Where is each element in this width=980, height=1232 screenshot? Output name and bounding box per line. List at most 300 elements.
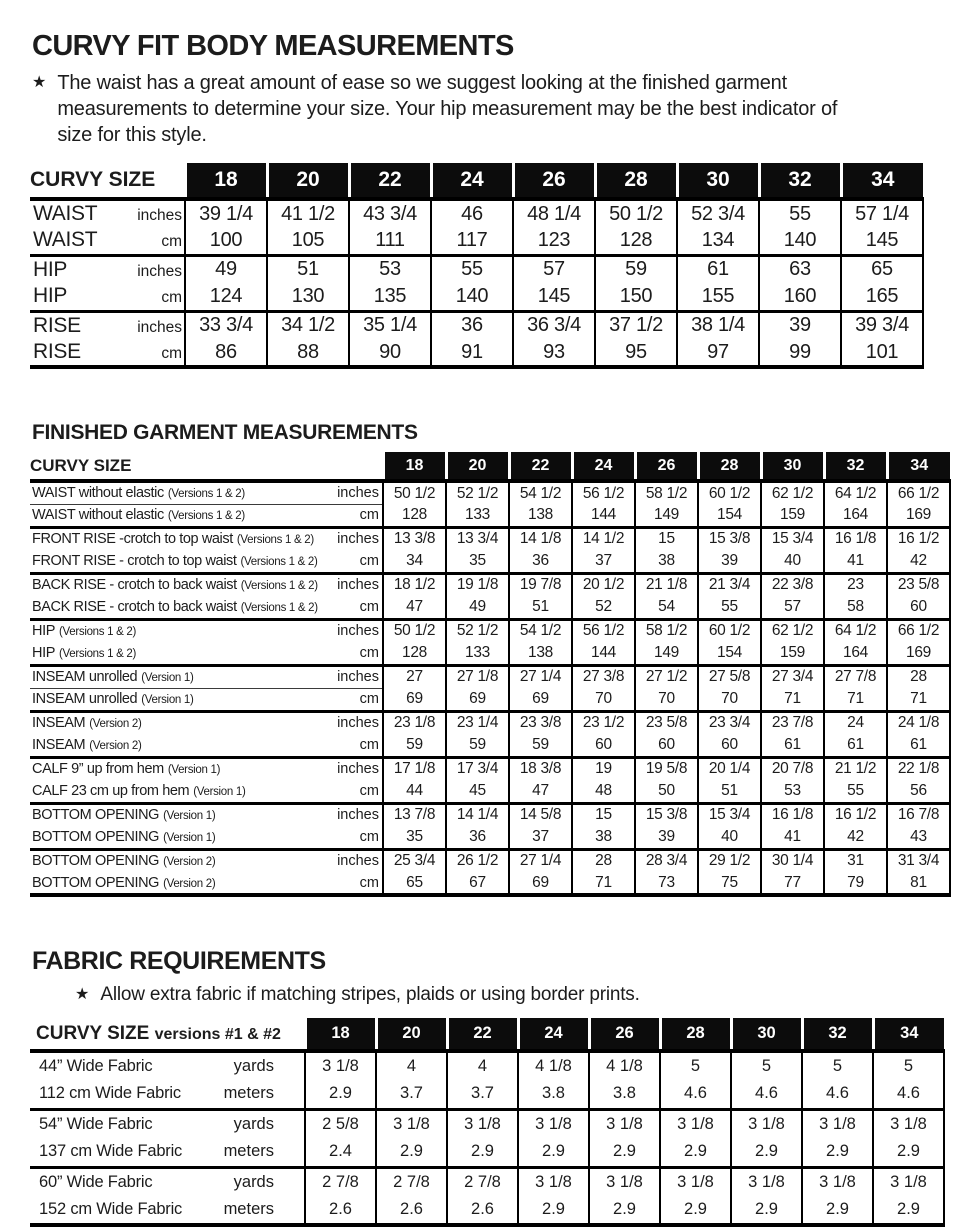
measurement-value: 58 1/2 [635, 481, 698, 504]
row-unit-label: cm [359, 552, 379, 569]
row-label-note: (Versions 1 & 2) [58, 647, 136, 660]
size-header-cell: 34 [887, 452, 950, 481]
measurement-value: 27 3/4 [761, 665, 824, 688]
row-unit-label: inches [137, 207, 182, 224]
row-label-cell [30, 283, 185, 311]
row-label-wrap [30, 1115, 304, 1134]
row-label-wrap [30, 669, 382, 685]
measurement-value: 135 [349, 283, 431, 311]
measurement-value: 149 [635, 642, 698, 665]
row-unit-label: cm [161, 233, 182, 251]
measurement-row [30, 573, 950, 596]
measurement-value: 149 [635, 504, 698, 527]
measurement-value: 3 1/8 [518, 1167, 589, 1196]
row-label-text: WAIST [33, 202, 98, 225]
measurement-value: 71 [761, 688, 824, 711]
measurement-row [30, 596, 950, 619]
row-label-wrap [30, 715, 382, 731]
row-unit-label: inches [337, 761, 379, 778]
row-label-note: (Versions 1 & 2) [240, 580, 318, 593]
measurement-value: 50 1/2 [383, 619, 446, 642]
row-label-note: (Version 2) [89, 718, 142, 731]
measurement-value: 60 [698, 734, 761, 757]
measurement-value: 41 1/2 [267, 199, 349, 227]
row-label-text: CALF 9” up from hem [32, 761, 164, 778]
row-label-cell [30, 527, 383, 550]
row-unit-label: yards [233, 1057, 274, 1075]
measurement-value: 66 1/2 [887, 619, 950, 642]
measurement-value: 38 [635, 550, 698, 573]
measurement-value: 3 1/8 [305, 1051, 376, 1080]
measurement-row [30, 550, 950, 573]
measurement-value: 3.8 [589, 1080, 660, 1109]
row-unit-label: inches [337, 807, 379, 824]
row-label-cell [30, 573, 383, 596]
measurement-value: 18 3/8 [509, 757, 572, 780]
measurement-row [30, 1138, 944, 1167]
measurement-value: 3 1/8 [660, 1167, 731, 1196]
measurement-value: 28 [887, 665, 950, 688]
measurement-value: 164 [824, 642, 887, 665]
measurement-value: 24 1/8 [887, 711, 950, 734]
row-label-text: 112 cm Wide Fabric [39, 1084, 181, 1103]
measurement-value: 2.9 [305, 1080, 376, 1109]
measurement-row [30, 339, 923, 367]
measurement-value: 14 1/2 [572, 527, 635, 550]
row-unit-label: inches [337, 531, 379, 548]
measurement-value: 29 1/2 [698, 849, 761, 872]
measurement-value: 37 [509, 826, 572, 849]
measurement-row [30, 1051, 944, 1080]
measurement-value: 55 [431, 255, 513, 283]
row-unit-label: inches [337, 715, 379, 732]
row-label-text: FRONT RISE -crotch to top waist [32, 531, 233, 548]
measurement-row [30, 199, 923, 227]
measurement-value: 70 [635, 688, 698, 711]
row-label-note: (Version 1) [167, 764, 221, 777]
measurement-row [30, 780, 950, 803]
row-label-text: FRONT RISE - crotch to top waist [32, 552, 237, 569]
measurement-value: 16 7/8 [887, 803, 950, 826]
row-label-note: (Versions 1 & 2) [240, 601, 318, 614]
measurement-value: 21 3/4 [698, 573, 761, 596]
measurement-value: 86 [185, 339, 267, 367]
row-label-wrap [30, 258, 184, 282]
row-label-wrap [30, 1200, 304, 1219]
row-label-text: BOTTOM OPENING [32, 807, 160, 824]
row-label-cell [30, 619, 383, 642]
measurement-value: 39 1/4 [185, 199, 267, 227]
measurement-row [30, 481, 950, 504]
measurement-value: 27 [383, 665, 446, 688]
star-icon: ★ [75, 986, 90, 1003]
row-label-text: INSEAM unrolled [32, 691, 138, 707]
measurement-value: 79 [824, 872, 887, 895]
row-label-text: RISE [33, 313, 81, 337]
row-label-wrap [30, 853, 382, 869]
measurement-value: 36 [446, 826, 509, 849]
size-header-cell: 26 [589, 1018, 660, 1051]
measurement-value: 23 1/2 [572, 711, 635, 734]
measurement-value: 42 [887, 550, 950, 573]
row-label-note: (Versions 1 & 2) [58, 626, 136, 639]
measurement-value: 41 [761, 826, 824, 849]
size-header-cell: 26 [635, 452, 698, 481]
measurement-value: 71 [887, 688, 950, 711]
measurement-value: 133 [446, 642, 509, 665]
row-label-cell [30, 734, 383, 757]
measurement-value: 3 1/8 [873, 1167, 944, 1196]
row-label-cell [30, 872, 383, 895]
size-header-cell: 24 [518, 1018, 589, 1051]
measurement-value: 44 [383, 780, 446, 803]
fabric-requirements-title: FABRIC REQUIREMENTS [32, 947, 326, 975]
body-measurements-title: CURVY FIT BODY MEASUREMENTS [32, 30, 514, 62]
row-label-wrap [30, 623, 382, 639]
size-header-cell: 24 [572, 452, 635, 481]
row-label-note: (Version 1) [193, 785, 246, 798]
measurement-value: 34 [383, 550, 446, 573]
measurement-value: 41 [824, 550, 887, 573]
measurement-value: 27 5/8 [698, 665, 761, 688]
measurement-value: 159 [761, 642, 824, 665]
measurement-value: 2 7/8 [305, 1167, 376, 1196]
row-label-wrap [30, 691, 382, 707]
measurement-value: 144 [572, 642, 635, 665]
measurement-value: 2.4 [305, 1138, 376, 1167]
measurement-value: 16 1/8 [824, 527, 887, 550]
measurement-value: 2 7/8 [376, 1167, 447, 1196]
row-label-note: (Versions 1 & 2) [240, 555, 318, 568]
measurement-value: 20 1/4 [698, 757, 761, 780]
measurement-value: 150 [595, 283, 677, 311]
measurement-value: 67 [446, 872, 509, 895]
row-unit-label: cm [161, 345, 182, 362]
row-label-note: (Version 1) [163, 810, 216, 823]
measurement-value: 15 3/8 [635, 803, 698, 826]
row-label-text: WAIST without elastic [32, 507, 164, 523]
measurement-value: 4 1/8 [589, 1051, 660, 1080]
measurement-value: 2 7/8 [447, 1167, 518, 1196]
measurement-value: 169 [887, 642, 950, 665]
measurement-value: 117 [431, 227, 513, 255]
measurement-value: 46 [431, 199, 513, 227]
row-unit-label: cm [359, 828, 379, 845]
measurement-value: 3 1/8 [802, 1167, 873, 1196]
row-label-wrap [30, 1173, 304, 1192]
measurement-value: 123 [513, 227, 595, 255]
measurement-value: 27 1/2 [635, 665, 698, 688]
size-header-cell: 32 [802, 1018, 873, 1051]
measurement-value: 59 [446, 734, 509, 757]
measurement-value: 4 [376, 1051, 447, 1080]
measurement-value: 27 1/4 [509, 849, 572, 872]
measurement-value: 154 [698, 642, 761, 665]
measurement-value: 28 3/4 [635, 849, 698, 872]
measurement-value: 2.9 [518, 1138, 589, 1167]
size-header-cell: 34 [873, 1018, 944, 1051]
measurement-value: 50 1/2 [383, 481, 446, 504]
row-label-text: BOTTOM OPENING [32, 853, 160, 870]
row-label-note: (Version 1) [141, 694, 194, 706]
measurement-value: 30 1/4 [761, 849, 824, 872]
measurement-value: 19 5/8 [635, 757, 698, 780]
measurement-value: 90 [349, 339, 431, 367]
row-label-wrap [30, 1084, 304, 1103]
row-label-wrap [30, 829, 382, 845]
measurement-value: 3 1/8 [802, 1109, 873, 1138]
row-label-cell [30, 255, 185, 283]
row-label-cell [30, 550, 383, 573]
measurement-value: 55 [698, 596, 761, 619]
measurement-value: 16 1/2 [824, 803, 887, 826]
measurement-value: 138 [509, 504, 572, 527]
row-label-wrap [30, 485, 382, 501]
row-label-text: 60” Wide Fabric [39, 1172, 153, 1191]
size-header-row [30, 1018, 944, 1051]
measurement-value: 35 [383, 826, 446, 849]
row-label-wrap [30, 553, 382, 569]
size-header-cell: 34 [841, 163, 923, 199]
size-header-cell: 18 [305, 1018, 376, 1051]
measurement-value: 5 [873, 1051, 944, 1080]
row-label-cell [30, 596, 383, 619]
measurement-value: 60 1/2 [698, 619, 761, 642]
measurement-value: 4.6 [802, 1080, 873, 1109]
measurement-value: 57 [761, 596, 824, 619]
measurement-value: 49 [185, 255, 267, 283]
row-unit-label: cm [161, 289, 182, 307]
measurement-value: 2.9 [873, 1138, 944, 1167]
measurement-value: 23 3/4 [698, 711, 761, 734]
row-label-cell [30, 757, 383, 780]
size-header-cell: 20 [267, 163, 349, 199]
row-unit-label: cm [359, 507, 379, 523]
measurement-value: 59 [509, 734, 572, 757]
measurement-value: 16 1/8 [761, 803, 824, 826]
size-header-row [30, 452, 950, 481]
measurement-value: 23 7/8 [761, 711, 824, 734]
row-label-wrap [30, 737, 382, 753]
corner-label-text: CURVY SIZE [36, 1022, 150, 1044]
measurement-value: 26 1/2 [446, 849, 509, 872]
measurement-value: 69 [509, 872, 572, 895]
measurement-value: 65 [841, 255, 923, 283]
measurement-value: 4.6 [660, 1080, 731, 1109]
measurement-value: 53 [761, 780, 824, 803]
measurement-value: 39 [759, 311, 841, 339]
row-label-wrap [30, 599, 382, 615]
measurement-value: 23 1/4 [446, 711, 509, 734]
measurement-value: 19 7/8 [509, 573, 572, 596]
measurement-value: 2.9 [589, 1196, 660, 1225]
measurement-value: 145 [841, 227, 923, 255]
measurement-value: 3 1/8 [589, 1109, 660, 1138]
measurement-value: 2.9 [660, 1196, 731, 1225]
measurement-value: 43 [887, 826, 950, 849]
garment-measurements-title: FINISHED GARMENT MEASUREMENTS [32, 421, 418, 444]
measurement-value: 52 3/4 [677, 199, 759, 227]
size-header-row [30, 163, 923, 199]
row-label-text: BOTTOM OPENING [32, 828, 160, 845]
row-unit-label: yards [233, 1114, 274, 1133]
row-unit-label: inches [337, 853, 379, 870]
size-header-cell: 22 [349, 163, 431, 199]
table-corner-cell [30, 163, 185, 199]
measurement-value: 159 [761, 504, 824, 527]
measurement-value: 14 5/8 [509, 803, 572, 826]
measurement-value: 111 [349, 227, 431, 255]
measurement-value: 124 [185, 283, 267, 311]
measurement-value: 51 [267, 255, 349, 283]
measurement-value: 15 3/4 [698, 803, 761, 826]
measurement-value: 56 1/2 [572, 481, 635, 504]
measurement-value: 21 1/8 [635, 573, 698, 596]
measurement-row [30, 619, 950, 642]
measurement-value: 61 [887, 734, 950, 757]
measurement-value: 3 1/8 [660, 1109, 731, 1138]
measurement-row [30, 227, 923, 255]
measurement-value: 93 [513, 339, 595, 367]
measurement-value: 73 [635, 872, 698, 895]
measurement-row [30, 688, 950, 711]
row-unit-label: cm [359, 874, 379, 891]
row-label-cell [30, 1196, 305, 1225]
measurement-value: 47 [509, 780, 572, 803]
row-label-text: HIP [33, 257, 68, 281]
row-label-note: (Versions 1 & 2) [236, 534, 314, 547]
measurement-value: 69 [509, 688, 572, 711]
size-header-cell: 30 [677, 163, 759, 199]
measurement-value: 4.6 [731, 1080, 802, 1109]
row-label-text: BOTTOM OPENING [32, 874, 160, 891]
measurement-value: 91 [431, 339, 513, 367]
measurement-value: 59 [595, 255, 677, 283]
measurement-value: 63 [759, 255, 841, 283]
measurement-row [30, 665, 950, 688]
measurement-value: 62 1/2 [761, 619, 824, 642]
measurement-value: 100 [185, 227, 267, 255]
row-label-text: 54” Wide Fabric [39, 1114, 153, 1133]
measurement-value: 75 [698, 872, 761, 895]
row-label-wrap [30, 761, 382, 777]
measurement-row [30, 757, 950, 780]
measurement-value: 20 1/2 [572, 573, 635, 596]
measurement-value: 45 [446, 780, 509, 803]
measurement-row [30, 1109, 944, 1138]
measurement-value: 2.6 [305, 1196, 376, 1225]
row-unit-label: inches [337, 577, 379, 594]
row-unit-label: inches [337, 485, 379, 502]
measurement-value: 35 1/4 [349, 311, 431, 339]
measurement-row [30, 803, 950, 826]
row-label-cell [30, 688, 383, 711]
row-unit-label: inches [137, 262, 182, 280]
row-label-wrap [30, 202, 184, 226]
finished-garment-table [30, 452, 951, 897]
measurement-value: 40 [761, 550, 824, 573]
measurement-value: 130 [267, 283, 349, 311]
measurement-value: 3 1/8 [731, 1167, 802, 1196]
fabric-note-text: Allow extra fabric if matching stripes, plaids or using border prints. [100, 984, 640, 1005]
measurement-value: 4 [447, 1051, 518, 1080]
measurement-value: 23 3/8 [509, 711, 572, 734]
measurement-value: 70 [572, 688, 635, 711]
measurement-row [30, 1196, 944, 1225]
corner-label-text: CURVY SIZE [30, 455, 132, 475]
measurement-value: 3 1/8 [518, 1109, 589, 1138]
measurement-row [30, 255, 923, 283]
measurement-value: 4 1/8 [518, 1051, 589, 1080]
measurement-value: 13 3/4 [446, 527, 509, 550]
row-unit-label: cm [359, 691, 379, 707]
measurement-value: 2.9 [376, 1138, 447, 1167]
measurement-value: 128 [383, 504, 446, 527]
size-header-cell: 28 [698, 452, 761, 481]
measurement-value: 140 [759, 227, 841, 255]
measurement-value: 169 [887, 504, 950, 527]
measurement-value: 55 [824, 780, 887, 803]
row-label-note: (Versions 1 & 2) [167, 488, 245, 501]
row-label-cell [30, 504, 383, 527]
measurement-value: 15 [572, 803, 635, 826]
measurement-value: 56 [887, 780, 950, 803]
size-header-cell: 28 [660, 1018, 731, 1051]
row-unit-label: meters [223, 1142, 274, 1161]
measurement-value: 4.6 [873, 1080, 944, 1109]
measurement-value: 13 3/8 [383, 527, 446, 550]
size-header-cell: 28 [595, 163, 677, 199]
measurement-value: 144 [572, 504, 635, 527]
size-header-cell: 18 [185, 163, 267, 199]
measurement-value: 155 [677, 283, 759, 311]
measurement-value: 36 [431, 311, 513, 339]
measurement-value: 3 1/8 [376, 1109, 447, 1138]
measurement-value: 57 [513, 255, 595, 283]
measurement-value: 69 [383, 688, 446, 711]
measurement-value: 15 3/4 [761, 527, 824, 550]
measurement-value: 2.9 [731, 1138, 802, 1167]
measurement-value: 39 3/4 [841, 311, 923, 339]
row-label-wrap [30, 783, 382, 799]
measurement-value: 65 [383, 872, 446, 895]
row-label-wrap [30, 340, 184, 364]
measurement-value: 88 [267, 339, 349, 367]
row-label-cell [30, 849, 383, 872]
row-label-text: HIP [32, 623, 55, 640]
row-unit-label: inches [137, 318, 182, 336]
measurement-value: 2.9 [802, 1138, 873, 1167]
corner-note-text: versions #1 & #2 [154, 1025, 281, 1043]
measurement-value: 15 [635, 527, 698, 550]
measurement-value: 52 [572, 596, 635, 619]
row-label-wrap [30, 807, 382, 823]
row-label-cell [30, 665, 383, 688]
measurement-value: 64 1/2 [824, 481, 887, 504]
row-unit-label: inches [337, 623, 379, 640]
measurement-value: 31 3/4 [887, 849, 950, 872]
row-label-cell [30, 1167, 305, 1196]
measurement-value: 128 [595, 227, 677, 255]
size-header-cell: 32 [824, 452, 887, 481]
row-label-cell [30, 481, 383, 504]
measurement-value: 77 [761, 872, 824, 895]
measurement-value: 133 [446, 504, 509, 527]
measurement-row [30, 711, 950, 734]
measurement-value: 105 [267, 227, 349, 255]
measurement-value: 66 1/2 [887, 481, 950, 504]
measurement-value: 37 [572, 550, 635, 573]
